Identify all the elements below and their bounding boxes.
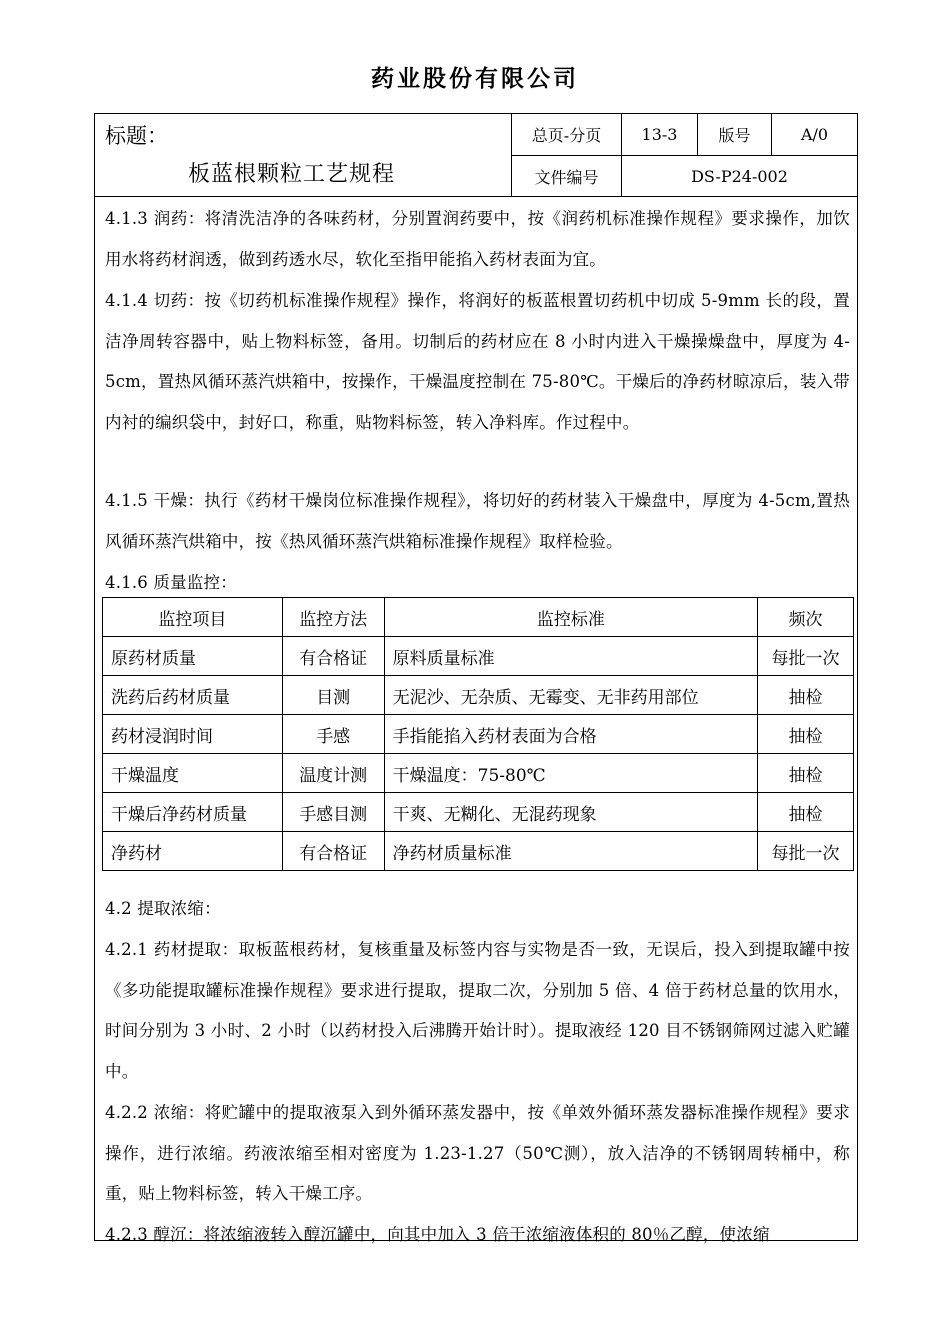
table-cell: 原药材质量 — [103, 637, 283, 676]
table-row — [103, 832, 854, 871]
title-label: 标题： — [105, 124, 168, 148]
table-cell: 干燥后净药材质量 — [103, 793, 283, 832]
table-cell: 净药材 — [103, 832, 283, 871]
document-frame — [94, 113, 858, 1244]
table-cell: 药材浸润时间 — [103, 715, 283, 754]
paragraph-4-2-2: 4.2.2 浓缩：将贮罐中的提取液泵入到外循环蒸发器中，按《单效外循环蒸发器标准操作规程》要求操作，进行浓缩。药液浓缩至相对密度为 1.23-1.27（50℃测），放入洁净的不锈钢周转桶中，称重，贴上物料标签，转入干燥工序。 — [105, 1103, 850, 1204]
doc-no-label: 文件编号 — [511, 156, 621, 196]
paragraph-4-1-4: 4.1.4 切药：按《切药机标准操作规程》操作，将润好的板蓝根置切药机中切成 5-9mm 长的段，置洁净周转容器中，贴上物料标签，备用。切制后的药材应在 8 小时内进入干燥操燥盘中，厚度为 4-5cm，置热风循环蒸汽烘箱中，按操作，干燥温度控制在 75-80℃。干燥后的净药材晾凉后，装入带内衬的编织袋中，封好口，称重，贴物料标签，转入净料库。作过程中。 — [105, 291, 850, 432]
table-cell: 手感 — [282, 715, 384, 754]
paragraph-4-1-3: 4.1.3 润药：将清洗洁净的各味药材，分别置润药要中，按《润药机标准操作规程》要求操作，加饮用水将药材润透，做到药透水尽，软化至指甲能掐入药材表面为宜。 — [105, 209, 850, 269]
table-header: 监控方法 — [282, 598, 384, 637]
table-row — [103, 754, 854, 793]
page-value: 13-3 — [621, 114, 697, 155]
table-cell: 原料质量标准 — [384, 637, 757, 676]
doc-no-value: DS-P24-002 — [621, 156, 857, 196]
table-header: 监控标准 — [384, 598, 757, 637]
document-header — [95, 114, 857, 197]
paragraph-4-2-1: 4.2.1 药材提取：取板蓝根药材，复核重量及标签内容与实物是否一致，无误后，投入到提取罐中按《多功能提取罐标准操作规程》要求进行提取，提取二次，分别加 5 倍、4 倍于药材总量的饮用水，时间分别为 3 小时、2 小时（以药材投入后沸腾开始计时）。提取液经 120 目不锈钢筛网过滤入贮罐中。 — [105, 940, 850, 1081]
document-title: 板蓝根颗粒工艺规程 — [188, 162, 396, 187]
table-cell: 洗药后药材质量 — [103, 676, 283, 715]
company-name: 药业股份有限公司 — [371, 66, 579, 92]
table-cell: 手感目测 — [282, 793, 384, 832]
table-cell: 抽检 — [758, 715, 854, 754]
table-cell: 干爽、无糊化、无混药现象 — [384, 793, 757, 832]
quality-monitor-table — [102, 597, 854, 871]
paragraph-4-2-3: 4.2.3 醇沉：将浓缩液转入醇沉罐中，向其中加入 3 倍于浓缩液体积的 80％乙醇，使浓缩 — [105, 1225, 770, 1244]
version-value: A/0 — [771, 114, 857, 155]
table-header: 频次 — [758, 598, 854, 637]
table-cell: 目测 — [282, 676, 384, 715]
table-cell: 干燥温度 — [103, 754, 283, 793]
table-header-row — [103, 598, 854, 637]
table-row — [103, 637, 854, 676]
table-row — [103, 676, 854, 715]
page-label: 总页-分页 — [511, 114, 621, 155]
table-cell: 手指能掐入药材表面为合格 — [384, 715, 757, 754]
paragraph-4-1-6: 4.1.6 质量监控： — [105, 573, 237, 592]
table-header: 监控项目 — [103, 598, 283, 637]
table-row — [103, 793, 854, 832]
table-cell: 抽检 — [758, 754, 854, 793]
table-cell: 每批一次 — [758, 637, 854, 676]
table-cell: 温度计测 — [282, 754, 384, 793]
table-row — [103, 715, 854, 754]
table-cell: 每批一次 — [758, 832, 854, 871]
paragraph-4-2: 4.2 提取浓缩： — [105, 899, 221, 918]
paragraph-4-1-5: 4.1.5 干燥：执行《药材干燥岗位标准操作规程》，将切好的药材装入干燥盘中，厚度为 4-5cm,置热风循环蒸汽烘箱中，按《热风循环蒸汽烘箱标准操作规程》取样检验。 — [105, 491, 850, 551]
table-cell: 抽检 — [758, 793, 854, 832]
table-cell: 抽检 — [758, 676, 854, 715]
table-cell: 有合格证 — [282, 832, 384, 871]
version-label: 版号 — [697, 114, 771, 155]
table-cell: 无泥沙、无杂质、无霉变、无非药用部位 — [384, 676, 757, 715]
table-cell: 净药材质量标准 — [384, 832, 757, 871]
table-cell: 干燥温度：75-80℃ — [384, 754, 757, 793]
table-cell: 有合格证 — [282, 637, 384, 676]
